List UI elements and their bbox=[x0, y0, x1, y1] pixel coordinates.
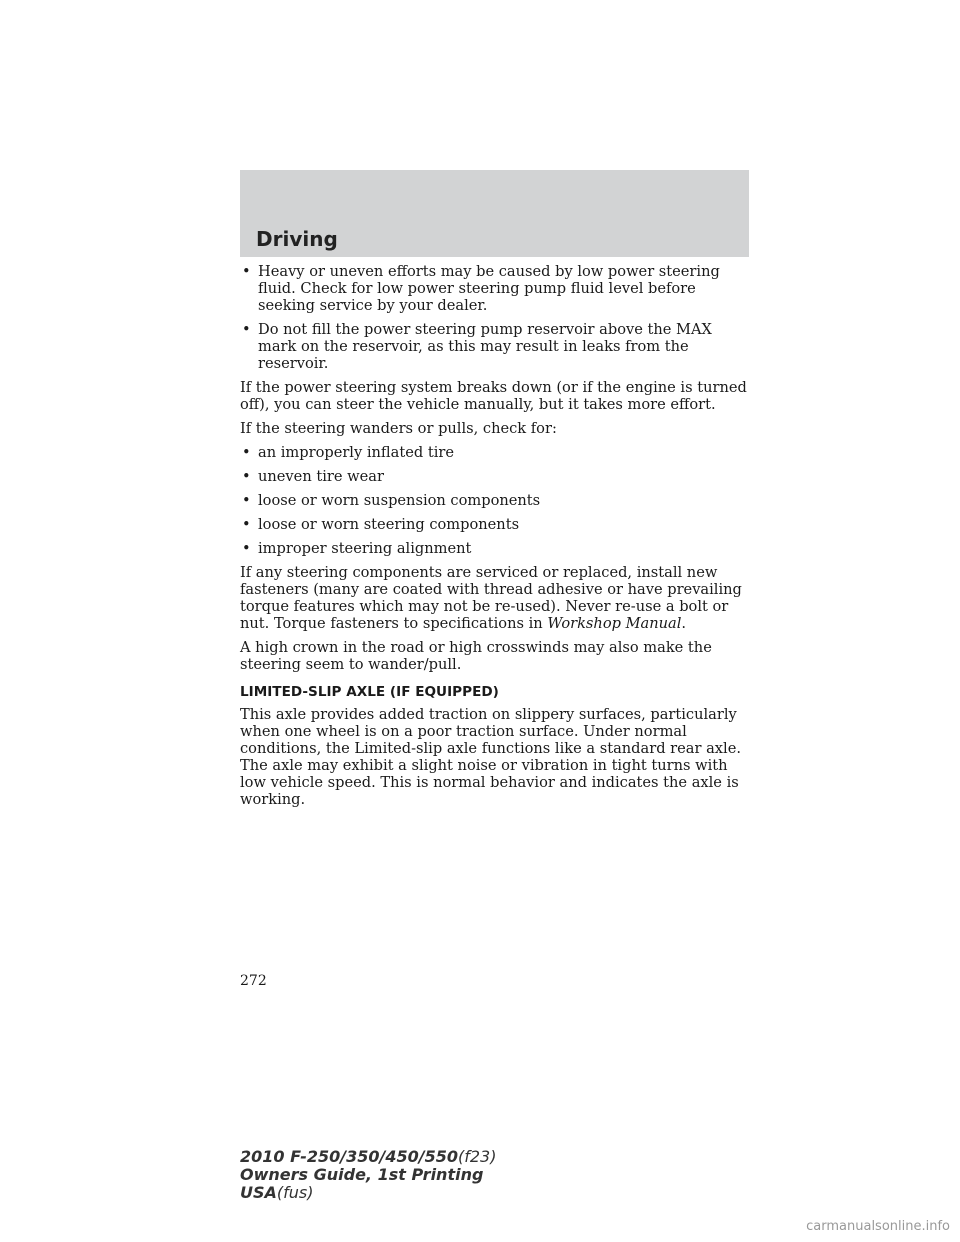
paragraph-check-for: If the steering wanders or pulls, check for: bbox=[240, 420, 557, 437]
workshop-manual-reference: Workshop Manual bbox=[547, 615, 682, 632]
paragraph-fasteners-end: . bbox=[681, 615, 687, 632]
list-item-text: loose or worn steering components bbox=[258, 516, 520, 533]
document-footer bbox=[240, 1148, 496, 1202]
footer-model-code: (f23) bbox=[458, 1147, 497, 1166]
paragraph-crosswinds: A high crown in the road or high crosswinds may also make the steering seem to wander/pull. bbox=[240, 639, 712, 673]
section-title: Driving bbox=[256, 227, 338, 251]
bullet-icon: • bbox=[242, 516, 251, 533]
paragraph-power-steering-failure: If the power steering system breaks down (or if the engine is turned off), you can steer the vehicle manually, but it takes more effort. bbox=[240, 379, 747, 413]
footer-line-guide: Owners Guide, 1st Printing bbox=[240, 1165, 484, 1184]
list-item-text: uneven tire wear bbox=[258, 468, 384, 485]
section-heading-limited-slip: LIMITED-SLIP AXLE (IF EQUIPPED) bbox=[240, 684, 499, 700]
list-item bbox=[240, 468, 750, 485]
footer-line-model bbox=[240, 1148, 496, 1166]
list-item bbox=[240, 444, 750, 461]
bullet-icon: • bbox=[242, 468, 251, 485]
section-header-band bbox=[240, 170, 749, 257]
paragraph-fasteners bbox=[240, 564, 750, 632]
footer-region: USA bbox=[240, 1183, 277, 1202]
paragraph-limited-slip: This axle provides added traction on slippery surfaces, particularly when one wheel is on a poor traction surface. Under normal conditions, the Limited-slip axle functions like a standard rear axle. The axle may exhibit a slight noise or vibration in tight turns with low vehicle speed. This is normal behavior and indicates the axle is working. bbox=[240, 706, 741, 808]
watermark: carmanualsonline.info bbox=[806, 1219, 950, 1234]
bullet-icon: • bbox=[242, 540, 251, 557]
list-item bbox=[240, 321, 750, 372]
list-item bbox=[240, 540, 750, 557]
list-item-text: Heavy or uneven efforts may be caused by low power steering fluid. Check for low power steering pump fluid level before seeking service by your dealer. bbox=[258, 263, 720, 314]
bullet-icon: • bbox=[242, 444, 251, 461]
list-item-text: an improperly inflated tire bbox=[258, 444, 454, 461]
list-item-text: loose or worn suspension components bbox=[258, 492, 541, 509]
footer-model: 2010 F-250/350/450/550 bbox=[240, 1147, 458, 1166]
list-item bbox=[240, 492, 750, 509]
paragraph-fasteners-text: If any steering components are serviced or replaced, install new fasteners (many are coated with thread adhesive or have prevailing torque features which may not be re-used). Never re-use a bolt or nut. Torque fasteners to specifications in bbox=[240, 564, 742, 632]
list-item-text: Do not fill the power steering pump reservoir above the MAX mark on the reservoir, as this may result in leaks from the reservoir. bbox=[258, 321, 712, 372]
footer-region-code: (fus) bbox=[276, 1183, 314, 1202]
list-item bbox=[240, 516, 750, 533]
list-item-text: improper steering alignment bbox=[258, 540, 472, 557]
footer-line-region bbox=[240, 1184, 496, 1202]
list-item bbox=[240, 263, 750, 314]
bullet-icon: • bbox=[242, 492, 251, 509]
page-content bbox=[240, 263, 750, 815]
bullet-icon: • bbox=[242, 263, 251, 280]
bullet-icon: • bbox=[242, 321, 251, 338]
page-number: 272 bbox=[240, 973, 267, 989]
